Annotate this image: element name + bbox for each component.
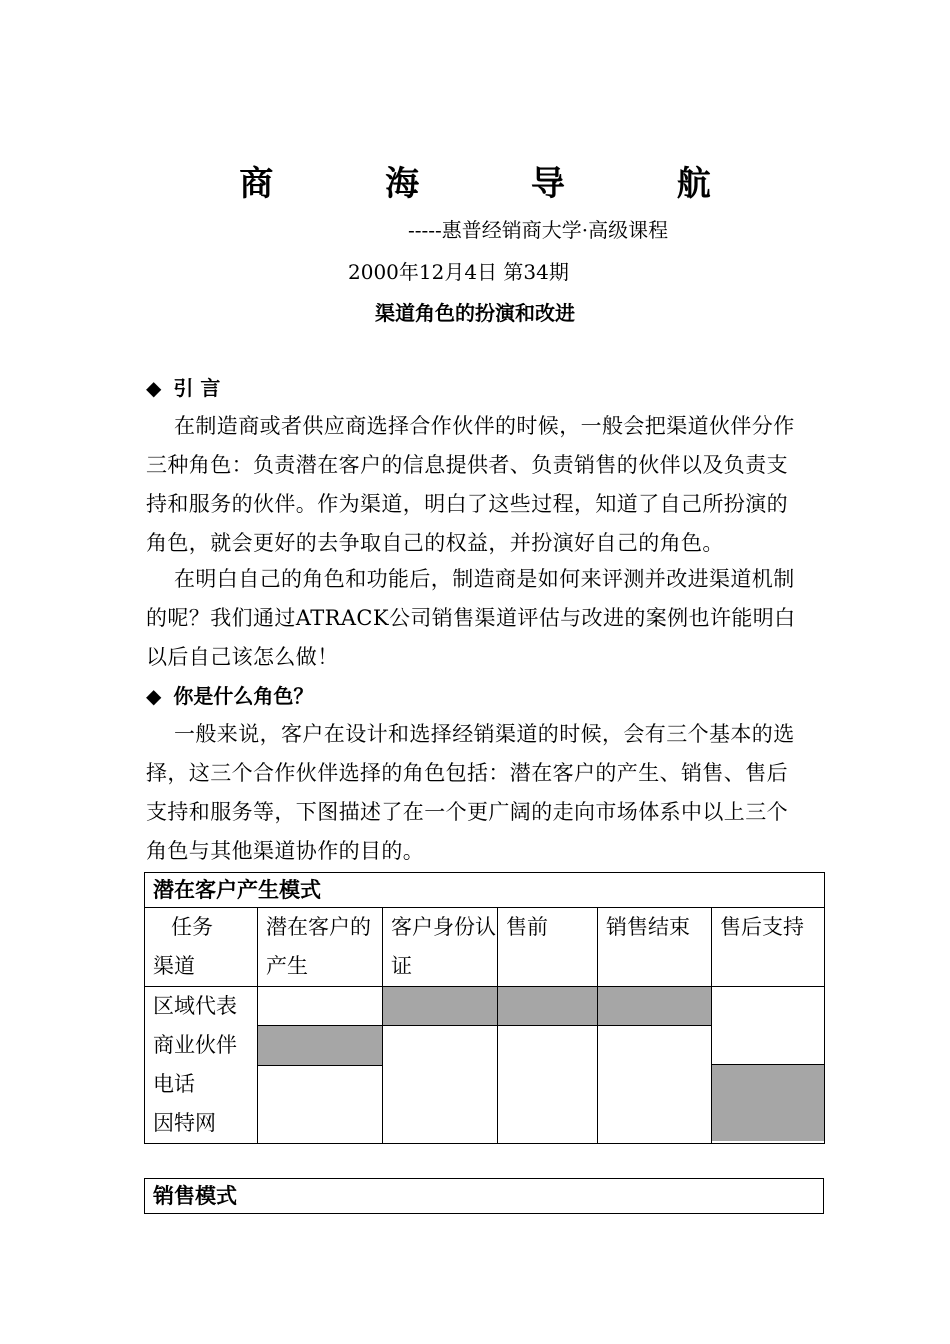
matrix-cell-shaded [383,987,497,1026]
channel-row-label: 电话 [153,1072,195,1096]
column-header: 客户身份认证 [383,908,498,987]
paragraph: 在明白自己的角色和功能后，制造商是如何来评测并改进渠道机制的呢？我们通过ATRACK公司销售渠道评估与改进的案例也许能明白以后自己该怎么做！ [146,567,796,669]
section-heading-text: 引 言 [173,376,221,400]
matrix-column [383,987,498,1144]
matrix-cell-shaded [598,987,711,1026]
table-corner-header [145,908,258,987]
channel-row-label: 商业伙伴 [153,1033,237,1057]
issue-date: 2000年12月4日 第34期 [348,260,569,284]
matrix-cell-shaded [712,1065,824,1141]
matrix-cell-shaded [498,987,597,1026]
table-caption: 潜在客户产生模式 [145,873,825,908]
column-header: 销售结束 [598,908,712,987]
channel-list [145,987,258,1144]
matrix-cell-shaded [258,1025,382,1066]
matrix-column [598,987,712,1144]
channel-row-label: 区域代表 [153,994,237,1018]
section-heading-text: 你是什么角色？ [173,684,314,708]
header-channel: 渠道 [153,954,195,978]
section-heading-intro [146,372,220,401]
paragraph: 一般来说，客户在设计和选择经销渠道的时候，会有三个基本的选择，这三个合作伙伴选择的角色包括：潜在客户的产生、销售、售后支持和服务等，下图描述了在一个更广阔的走向市场体系中以上三个角色与其他渠道协作的目的。 [146,722,795,863]
column-header: 售后支持 [712,908,825,987]
header-task: 任务 [171,915,213,939]
column-header: 售前 [498,908,598,987]
channel-row-label: 因特网 [153,1111,216,1135]
matrix-column [258,987,383,1144]
table-caption: 销售模式 [145,1179,824,1214]
main-title: 商 海 导 航 [239,164,761,204]
subtitle: -----惠普经销商大学·高级课程 [408,218,669,242]
sales-mode-table [144,1178,824,1214]
matrix-column [498,987,598,1144]
article-title: 渠道角色的扮演和改进 [375,301,575,325]
column-header: 潜在客户的产生 [258,908,383,987]
matrix-cell [712,987,824,1065]
diamond-bullet-icon: ◆ [146,684,162,708]
matrix-cell [258,987,382,1025]
lead-generation-table [144,872,825,1144]
diamond-bullet-icon: ◆ [146,376,162,400]
matrix-column [712,987,825,1144]
paragraph: 在制造商或者供应商选择合作伙伴的时候，一般会把渠道伙伴分作三种角色：负责潜在客户的信息提供者、负责销售的伙伴以及负责支持和服务的伙伴。作为渠道，明白了这些过程，知道了自己所扮演的角色，就会更好的去争取自己的权益，并扮演好自己的角色。 [146,414,795,555]
section-heading-role [146,680,313,709]
